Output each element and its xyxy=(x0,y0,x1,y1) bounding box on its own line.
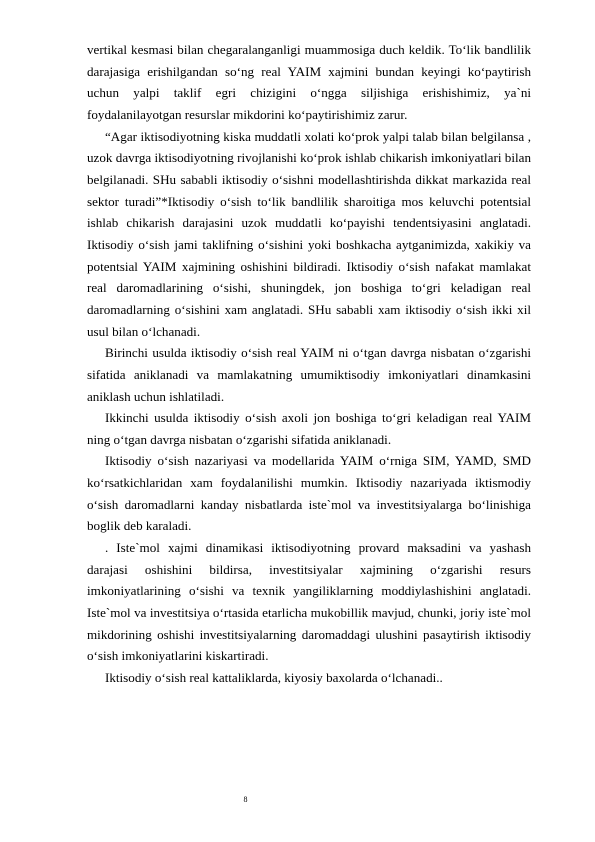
paragraph-5: Iktisodiy o‘sish nazariyasi va modellarida YAIM o‘rniga SIM, YAMD, SMD ko‘rsatkichlaridan xam foydalanilishi mumkin. Iktisodiy nazariyada iktismodiy o‘sish daromadlarni kanday nisbatlarda iste`mol va investitsiyalarga bo‘linishiga boglik deb karaladi. xyxy=(87,453,531,534)
document-page xyxy=(87,39,531,689)
page-number: 8 xyxy=(243,795,248,804)
paragraph-1: vertikal kesmasi bilan chegaralanganligi muammosiga duch keldik. To‘lik bandlilik darajasiga erishilgandan so‘ng real YAIM xajmini bundan keyingi ko‘paytirish uchun yalpi taklif egri chizigini o‘ngga siljishiga erishishimiz, ya`ni foydalanilayotgan resurslar mikdorini ko‘paytirishimiz zarur. xyxy=(87,42,531,122)
paragraph-4: Ikkinchi usulda iktisodiy o‘sish axoli jon boshiga to‘gri keladigan real YAIM ning o‘tgan davrga nisbatan o‘zgarishi sifatida aniklanadi. xyxy=(87,410,531,447)
page-number-footer xyxy=(0,795,595,805)
paragraph-7: Iktisodiy o‘sish real kattaliklarda, kiyosiy baxolarda o‘lchanadi.. xyxy=(105,670,443,686)
paragraph-2: “Agar iktisodiyotning kiska muddatli xolati ko‘prok yalpi talab bilan belgilansa , uzok davrga iktisodiyotning rivojlanishi ko‘prok ishlab chikarish imkoniyatlari bilan belgilanadi. SHu sababli iktisodiy o‘sishni modellashtirishda dikkat markazida real sektor turadi”*Iktisodiy o‘sish to‘lik bandlilik sharoitiga mos keluvchi potentsial ishlab chikarish darajasini uzok muddatli ko‘payishi tendentsiyasini anglatadi. Iktisodiy o‘sish jami taklifning o‘sishini yoki boshkacha aytganimizda, xakikiy va potentsial YAIM xajmining oshishini bildiradi. Iktisodiy o‘sish nafakat mamlakat real daromadlarining o‘sishi, shuningdek, jon boshiga to‘gri keladigan real daromadlarning o‘sishini xam anglatadi. SHu sababli xam iktisodiy o‘sish ikki xil usul bilan o‘lchanadi. xyxy=(87,128,531,339)
paragraph-6: . Iste`mol xajmi dinamikasi iktisodiyotning provard maksadini va yashash darajasi oshishini bildirsa, investitsiyalar xajmining o‘zgarishi resurs imkoniyatlarining o‘sishi va texnik yangiliklarning moddiylashishini anglatadi. Iste`mol va investitsiya o‘rtasida etarlicha mukobillik mavjud, chunki, joriy iste`mol mikdorining oshishi investitsiyalarning daromaddagi ulushini pasaytirish iktisodiy o‘sish imkoniyatlarini kiskartiradi. xyxy=(87,540,531,664)
paragraph-3: Birinchi usulda iktisodiy o‘sish real YAIM ni o‘tgan davrga nisbatan o‘zgarishi sifatida aniklanadi va mamlakatning umumiktisodiy imkoniyatlari dinamkasini aniklash uchun ishlatiladi. xyxy=(87,345,531,404)
